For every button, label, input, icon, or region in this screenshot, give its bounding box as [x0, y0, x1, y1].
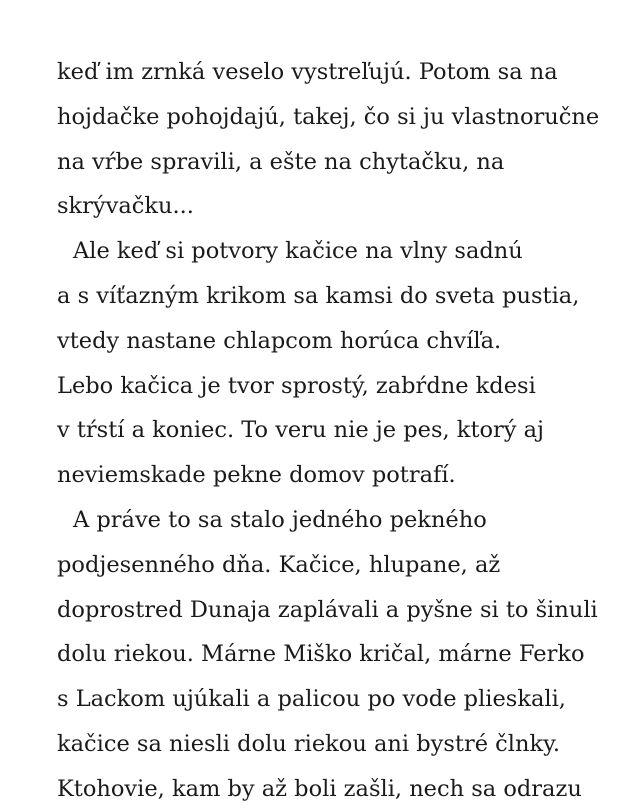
text-line: s Lackom ujúkali a palicou po vode plieskali, [57, 686, 566, 713]
text-line: doprostred Dunaja zaplávali a pyšne si to šinuli [57, 596, 598, 623]
text-line: neviemskade pekne domov potrafí. [57, 462, 456, 489]
text-line: dolu riekou. Márne Miško kričal, márne Ferko [57, 641, 585, 668]
body-text [57, 50, 617, 812]
text-line: v tŕstí a koniec. To veru nie je pes, ktorý aj [57, 417, 545, 444]
text-line: Lebo kačica je tvor sprostý, zabŕdne kdesi [57, 372, 536, 399]
text-line: skrývačku... [57, 193, 194, 220]
text-line: a s víťazným krikom sa kamsi do sveta pustia, [57, 282, 580, 309]
paragraph-start-line: A práve to sa stalo jedného pekného [73, 506, 487, 533]
paragraph-start-line: Ale keď si potvory kačice na vlny sadnú [73, 238, 523, 265]
text-line: keď im zrnká veselo vystreľujú. Potom sa na [57, 59, 558, 85]
text-line: hojdačke pohojdajú, takej, čo si ju vlastnoručne [57, 103, 600, 130]
text-line: vtedy nastane chlapcom horúca chvíľa. [57, 327, 502, 354]
text-line: podjesenného dňa. Kačice, hlupane, až [57, 551, 501, 578]
text-line: kačice sa niesli dolu riekou ani bystré člnky. [57, 730, 560, 757]
text-line: Ktohovie, kam by až boli zašli, nech sa odrazu [57, 775, 582, 802]
text-line: na vŕbe spravili, a ešte na chytačku, na [57, 148, 505, 175]
